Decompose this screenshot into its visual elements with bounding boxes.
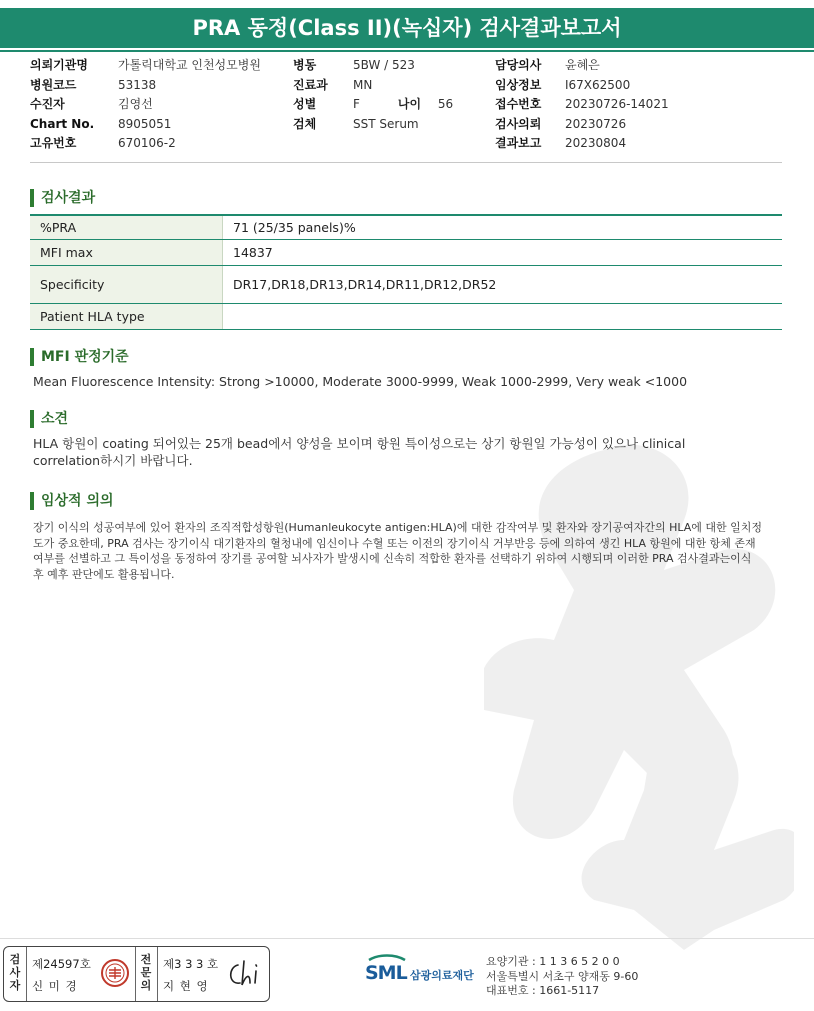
tester-label-char: 사	[9, 966, 21, 979]
result-key: Specificity	[30, 265, 223, 303]
info-value: 가톨릭대학교 인천성모병원	[118, 58, 261, 72]
info-value: 53138	[118, 77, 157, 92]
info-value: 20230726	[565, 116, 627, 131]
info-row	[30, 115, 261, 135]
tester-label	[6, 953, 24, 992]
info-row	[30, 76, 261, 96]
info-value: 20230726-14021	[565, 97, 669, 111]
result-key: Patient HLA type	[30, 303, 223, 329]
info-label: 담당의사	[495, 58, 542, 72]
age-value: 56	[437, 97, 454, 111]
org-address-line: 요양기관 : 1 1 3 6 5 2 0 0	[486, 955, 620, 968]
info-label: 성별	[293, 97, 317, 111]
mfi-criteria-text: Mean Fluorescence Intensity: Strong >10000, Moderate 3000-9999, Weak 1000-2999, Very weak <1000	[33, 374, 688, 389]
info-row	[495, 56, 669, 76]
specialist-label-char: 의	[140, 979, 152, 992]
specialist-label-char: 문	[140, 966, 152, 979]
box-divider	[26, 947, 27, 1001]
opinion-text: HLA 항원이 coating 되어있는 25개 bead에서 양성을 보이며 항원 특이성으로는 상기 항원일 가능성이 있으나 clinical correlation하시기 바랍니다.	[33, 436, 686, 468]
info-value: 20230804	[565, 136, 627, 150]
info-label: 병원코드	[30, 77, 77, 92]
info-label: 검사의뢰	[495, 116, 542, 131]
info-row	[30, 134, 261, 154]
info-label: 병동	[293, 58, 317, 72]
info-value: F	[353, 97, 360, 111]
result-value: 71 (25/35 panels)%	[223, 215, 783, 239]
info-value: I67X62500	[565, 77, 631, 92]
info-row	[30, 56, 261, 76]
tester-license-no: 제24597호	[32, 957, 91, 971]
section-clinical-title: 임상적 의의	[30, 492, 114, 510]
info-row	[495, 134, 669, 154]
org-name: 삼광의료재단	[410, 969, 474, 982]
info-row	[293, 76, 453, 96]
org-logo-text: SML	[365, 962, 407, 984]
specialist-label	[137, 953, 155, 992]
report-title: PRA 동정(Class II)(녹십자) 검사결과보고서	[192, 16, 622, 40]
info-value: 8905051	[118, 116, 172, 131]
info-label: 임상정보	[495, 77, 542, 92]
info-column-3	[495, 56, 669, 154]
result-value: DR17,DR18,DR13,DR14,DR11,DR12,DR52	[223, 265, 783, 303]
watermark-logo-icon	[484, 430, 794, 950]
footer-divider	[0, 938, 814, 939]
info-column-1	[30, 56, 261, 154]
tester-label-char: 검	[9, 953, 21, 966]
table-row	[30, 303, 782, 329]
info-column-2	[293, 56, 453, 134]
info-value: 5BW / 523	[353, 58, 415, 72]
result-table	[30, 214, 782, 330]
table-row	[30, 215, 782, 239]
box-divider	[157, 947, 158, 1001]
info-label: 결과보고	[495, 136, 542, 150]
info-label: Chart No.	[30, 116, 95, 131]
info-row	[293, 95, 453, 115]
age-label: 나이	[397, 97, 422, 111]
org-address-line: 서울특별시 서초구 양재동 9-60	[486, 969, 639, 983]
section-result-title: 검사결과	[30, 189, 95, 207]
info-value: MN	[353, 77, 373, 92]
result-key: %PRA	[30, 215, 223, 239]
result-value: 14837	[223, 239, 783, 265]
info-row	[293, 56, 453, 76]
info-row	[495, 76, 669, 96]
box-divider	[135, 947, 136, 1001]
result-value	[223, 303, 783, 329]
tester-label-char: 자	[9, 979, 21, 992]
info-label: 검체	[293, 116, 317, 131]
title-underline	[0, 50, 814, 52]
info-label: 진료과	[293, 77, 328, 92]
section-opinion-title: 소견	[30, 410, 68, 428]
info-label: 수진자	[30, 97, 65, 111]
info-label: 의뢰기관명	[30, 58, 88, 72]
specialist-label-char: 전	[140, 953, 152, 966]
clinical-significance-text: 장기 이식의 성공여부에 있어 환자의 조직적합성항원(Humanleukocyte antigen:HLA)에 대한 감작여부 및 환자와 장기공여자간의 HLA에 대한 일치정도가 중요한데, PRA 검사는 장기이식 대기환자의 혈청내에 임신이나 수혈 또는 이전의 장기이식 거부반응 등에 의하여 생긴 HLA 항원에 대한 항체 존재 여부를 선별하고 그 특이성을 동정하여 장기를 공여할 뇌사자가 발생시에 신속히 적합한 환자를 선택하기 위하여 시행되며 이러한 PRA 검사결과는이식 후 예후 판단에도 활용됩니다.	[33, 521, 763, 581]
result-key: MFI max	[30, 239, 223, 265]
info-value: 윤혜은	[565, 58, 600, 72]
info-row	[293, 115, 453, 135]
info-label: 고유번호	[30, 136, 77, 150]
header-divider	[30, 162, 782, 163]
section-mfi-title: MFI 판정기준	[30, 348, 129, 366]
org-address-line: 대표번호 : 1661-5117	[486, 984, 600, 997]
info-value: SST Serum	[353, 116, 419, 131]
table-row	[30, 239, 782, 265]
info-row	[495, 95, 669, 115]
table-row	[30, 265, 782, 303]
specialist-name: 지 현 영	[163, 979, 209, 993]
report-title-bar	[0, 8, 814, 48]
info-value: 670106-2	[118, 136, 176, 150]
signature-box	[3, 946, 270, 1002]
tester-name: 신 미 경	[32, 979, 78, 993]
tester-seal-icon	[100, 958, 130, 988]
org-logo	[365, 954, 490, 994]
info-row	[495, 115, 669, 135]
org-address	[486, 955, 638, 999]
info-row	[30, 95, 261, 115]
specialist-signature-icon	[224, 957, 264, 991]
info-value: 김영선	[118, 97, 153, 111]
specialist-license-no: 제3 3 3 호	[163, 957, 219, 971]
info-label: 접수번호	[495, 97, 542, 111]
